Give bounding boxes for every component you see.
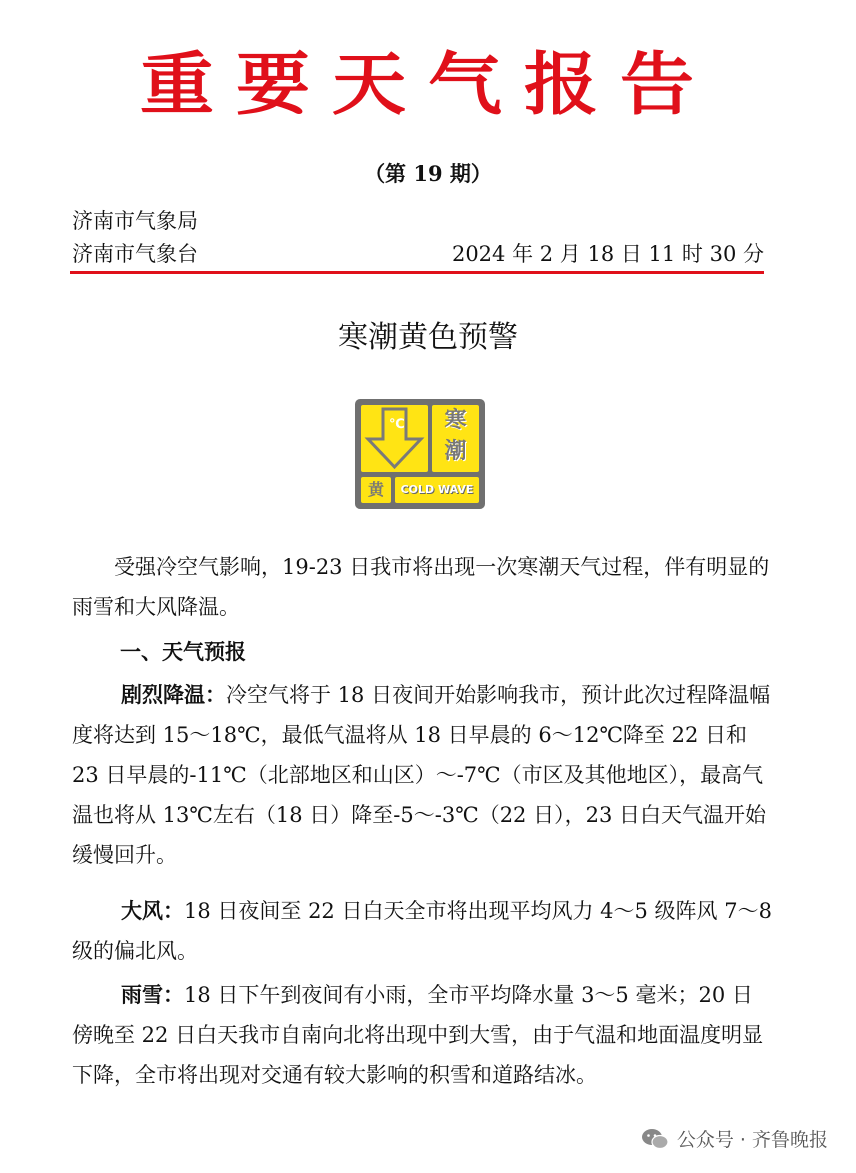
temperature-down-arrow-icon (361, 405, 428, 472)
wind-label: 大风： (121, 899, 184, 923)
watermark-text: 公众号 · 齐鲁晚报 (676, 1129, 828, 1151)
header-divider (70, 271, 764, 274)
badge-char-bottom: 潮 (444, 439, 467, 464)
badge-label-text: COLD WAVE (400, 483, 474, 496)
badge-label (395, 477, 479, 503)
issue-number: （第 19 期） (364, 161, 492, 186)
wechat-icon (641, 1128, 669, 1150)
report-title: 重要天气报告 (140, 45, 716, 125)
issuer-bureau: 济南市气象局 (72, 209, 198, 233)
snow-paragraph (72, 975, 772, 1095)
warning-title: 寒潮黄色预警 (338, 320, 518, 355)
badge-char-top: 寒 (444, 408, 467, 433)
snow-text: 18 日下午到夜间有小雨，全市平均降水量 3～5 毫米；20 日傍晚至 22 日白天我市自南向北将出现中到大雪，由于气温和地面温度明显下降，全市将出现对交通有较大影响的积雪和道路结冰。 (72, 983, 764, 1087)
wind-text: 18 日夜间至 22 日白天全市将出现平均风力 4～5 级阵风 7～8 级的偏北风。 (72, 899, 772, 963)
cooling-paragraph (72, 675, 772, 875)
cooling-text: 冷空气将于 18 日夜间开始影响我市，预计此次过程降温幅度将达到 15～18℃，最低气温将从 18 日早晨的 6～12℃降至 22 日和 23 日早晨的-11℃（北部地区和山区）～-7℃（市区及其他地区），最高气温也将从 13℃左右（18 日）降至-5～-3℃（22 日），23 日白天气温开始缓慢回升。 (72, 683, 771, 867)
badge-characters (432, 405, 479, 472)
cooling-label: 剧烈降温： (121, 683, 226, 707)
cold-wave-warning-badge (355, 399, 485, 509)
intro-paragraph: 受强冷空气影响，19-23 日我市将出现一次寒潮天气过程，伴有明显的雨雪和大风降温。 (72, 555, 770, 619)
issuer-observatory: 济南市气象台 (72, 242, 198, 266)
wind-paragraph (72, 891, 772, 971)
watermark (641, 1125, 828, 1152)
degree-symbol: ℃ (389, 417, 405, 432)
snow-label: 雨雪： (121, 983, 184, 1007)
badge-level (361, 477, 391, 503)
issue-time: 2024 年 2 月 18 日 11 时 30 分 (451, 242, 764, 266)
section-heading: 一、天气预报 (120, 640, 246, 664)
badge-level-text: 黄 (367, 480, 384, 499)
